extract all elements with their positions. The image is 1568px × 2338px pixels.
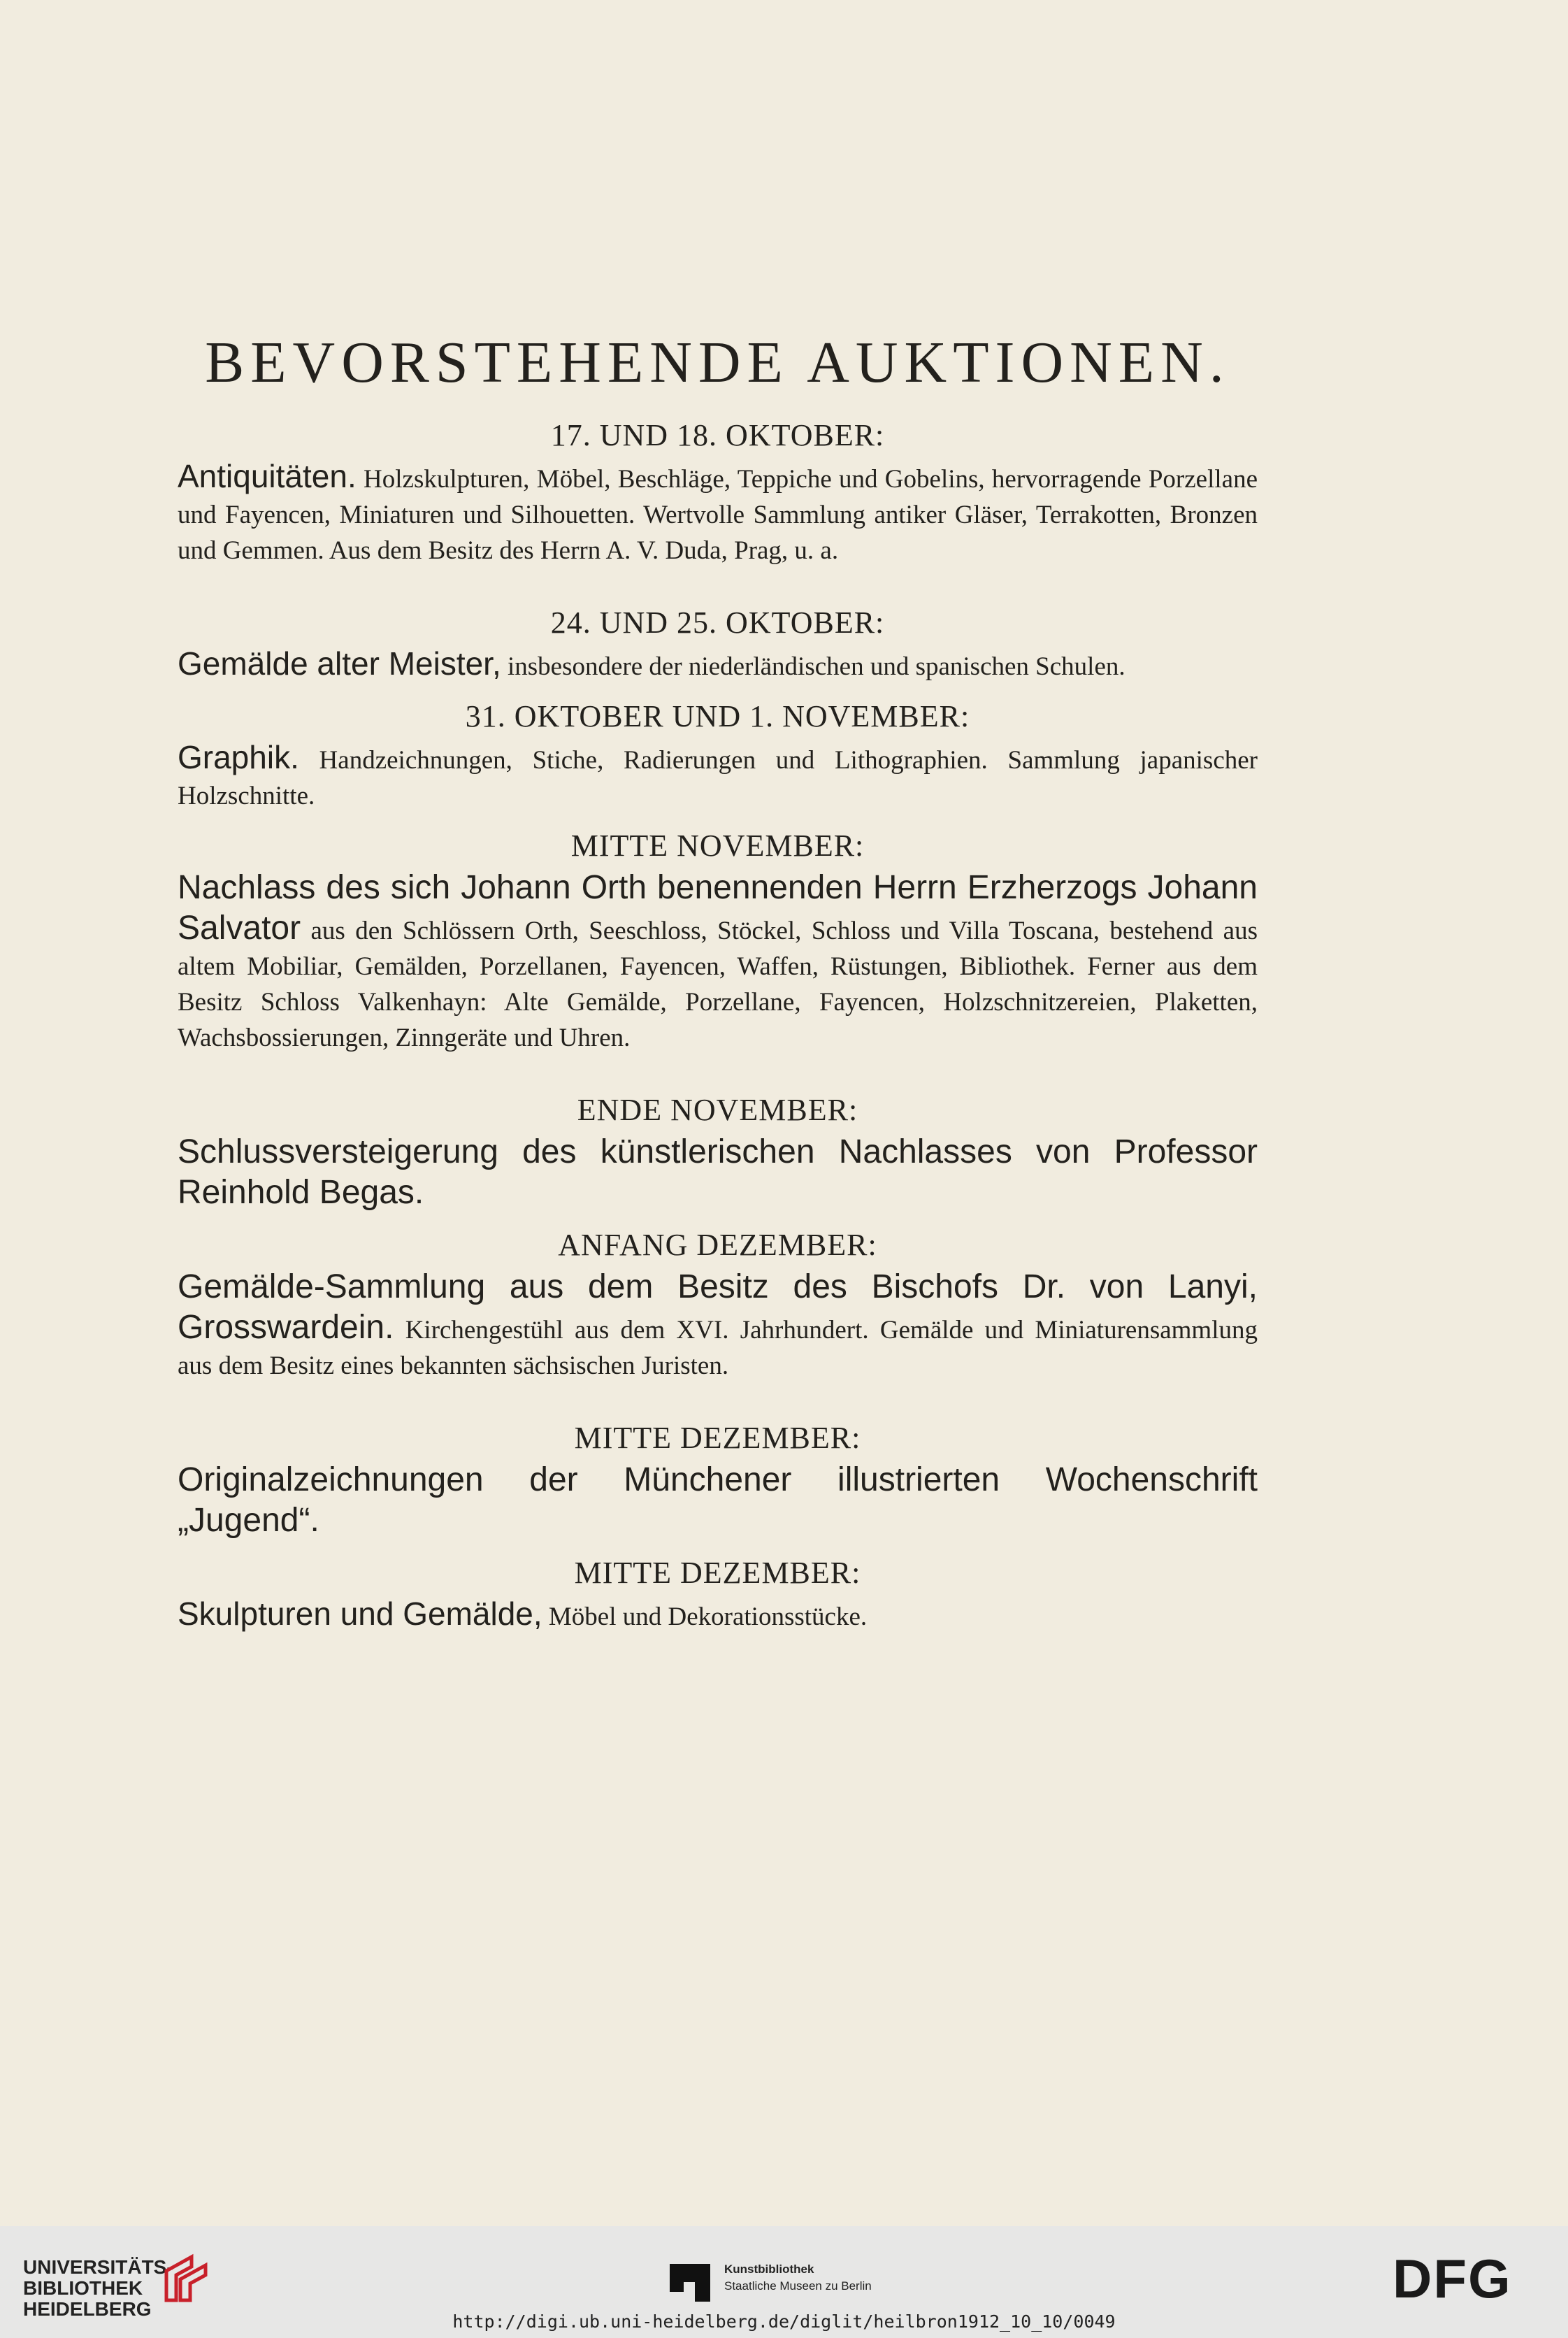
auction-date: 31. OKTOBER UND 1. NOVEMBER: xyxy=(465,699,970,733)
auction-date: 17. UND 18. OKTOBER: xyxy=(550,418,885,452)
auction-lead: Gemälde-Sammlung aus dem Besitz des Bischofs Dr. von Lanyi, Grosswardein. xyxy=(178,1268,1258,1346)
auction-lead: Nachlass des sich Johann Orth benennenden Herrn Erzherzogs Johann Salvator xyxy=(178,869,1258,947)
auction-text: Holzskulpturen, Möbel, Beschläge, Teppiche und Gobelins, hervorragende Porzellane und Fayencen, Miniaturen und Silhouetten. Wertvolle Sammlung antiker Gläser, Terrakotten, Bronzen und Gemmen. Aus dem Besitz des Herrn A. V. Duda, Prag, u. a. xyxy=(178,465,1258,565)
auction-date: MITTE DEZEMBER: xyxy=(574,1421,861,1455)
auction-entry-4 xyxy=(178,828,1258,1056)
auction-description xyxy=(178,868,1258,1056)
auction-entry-3 xyxy=(178,698,1258,814)
auction-lead: Gemälde alter Meister, xyxy=(178,645,501,682)
university-library-logo-icon xyxy=(159,2251,215,2307)
auction-lead: Antiquitäten. xyxy=(178,458,357,494)
page-content xyxy=(178,329,1258,1635)
kunstbibliothek-name: Kunstbibliothek xyxy=(724,2262,814,2276)
auction-text: Handzeichnungen, Stiche, Radierungen und Lithographien. Sammlung japanischer Holzschnitte. xyxy=(178,746,1258,810)
auction-date: ANFANG DEZEMBER: xyxy=(558,1228,877,1262)
dfg-logo: DFG xyxy=(1393,2248,1512,2309)
auction-lead: Originalzeichnungen der Münchener illustrierten Wochenschrift „Jugend“. xyxy=(178,1461,1258,1539)
auction-entry-7 xyxy=(178,1420,1258,1541)
auction-entry-6 xyxy=(178,1227,1258,1384)
auction-description xyxy=(178,645,1258,684)
auction-date: MITTE DEZEMBER: xyxy=(574,1556,861,1590)
auction-text: Möbel und Dekorationsstücke. xyxy=(542,1602,868,1631)
auction-text: aus den Schlössern Orth, Seeschloss, Stöckel, Schloss und Villa Toscana, bestehend aus altem Mobiliar, Gemälden, Porzellanen, Fayencen, Waffen, Rüstungen, Bibliothek. Ferner aus dem Besitz Schloss Valkenhayn: Alte Gemälde, Porzellane, Fayencen, Holzschnitzereien, Plaketten, Wachsbossierungen, Zinngeräte und Uhren. xyxy=(178,917,1258,1052)
auction-text: insbesondere der niederländischen und spanischen Schulen. xyxy=(501,652,1125,681)
auction-entry-1 xyxy=(178,417,1258,568)
digitization-footer xyxy=(0,2226,1568,2338)
kunstbibliothek-label xyxy=(724,2261,872,2295)
auction-date: ENDE NOVEMBER: xyxy=(577,1093,858,1127)
auction-lead: Skulpturen und Gemälde, xyxy=(178,1595,542,1632)
auction-description xyxy=(178,457,1258,568)
library-name: UNIVERSITÄTS- BIBLIOTHEK HEIDELBERG xyxy=(23,2256,173,2320)
auction-lead: Schlussversteigerung des künstlerischen Nachlasses von Professor Reinhold Begas. xyxy=(178,1133,1258,1211)
auction-date: MITTE NOVEMBER: xyxy=(570,829,865,863)
auction-entry-5 xyxy=(178,1092,1258,1213)
auction-description xyxy=(178,1595,1258,1635)
auction-entry-8 xyxy=(178,1555,1258,1635)
auction-entry-2 xyxy=(178,605,1258,684)
auction-description xyxy=(178,738,1258,814)
auction-text: Kirchengestühl aus dem XVI. Jahrhundert. Gemälde und Miniaturensammlung aus dem Besitz eines bekannten sächsischen Juristen. xyxy=(178,1316,1258,1380)
kunstbibliothek-logo-icon xyxy=(668,2261,712,2304)
auction-date: 24. UND 25. OKTOBER: xyxy=(550,605,885,640)
auction-lead: Graphik. xyxy=(178,739,299,775)
auction-description xyxy=(178,1267,1258,1384)
page-title: BEVORSTEHENDE AUKTIONEN. xyxy=(205,330,1230,395)
source-url[interactable]: http://digi.ub.uni-heidelberg.de/diglit/heilbron1912_10_10/0049 xyxy=(452,2311,1116,2332)
kunstbibliothek-subtitle: Staatliche Museen zu Berlin xyxy=(724,2279,872,2293)
